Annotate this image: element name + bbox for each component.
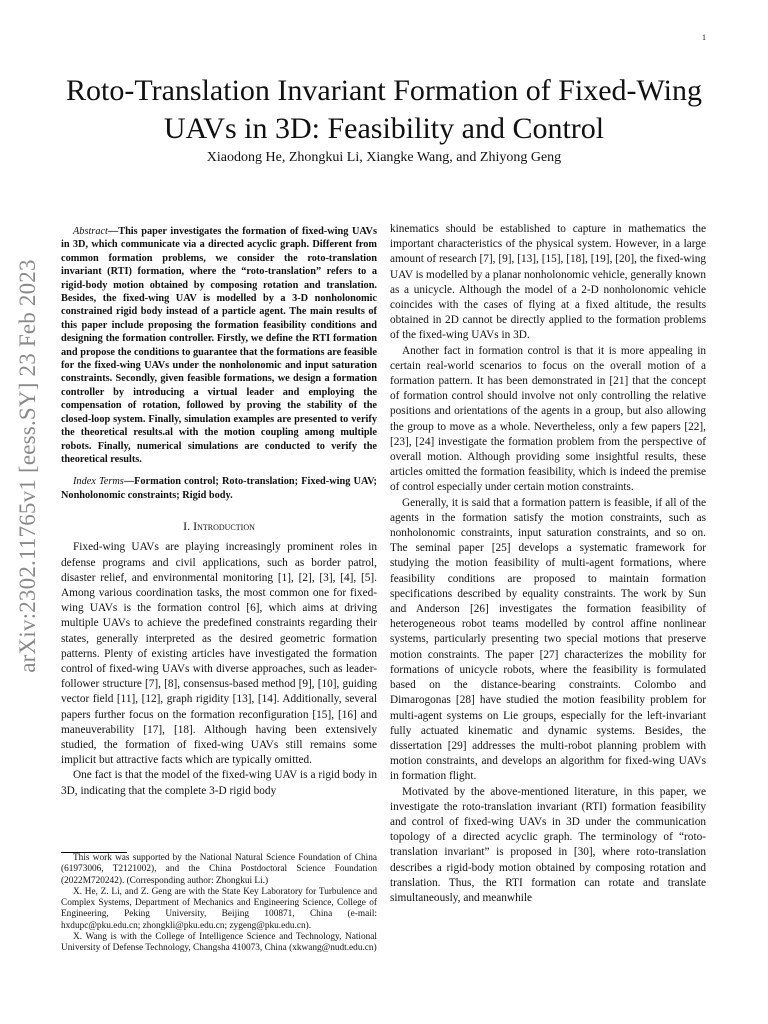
body-paragraph: kinematics should be established to capture in mathematics the important characteristics of the physical system. However, in a large amount of research [7], [9], [13], [15], [18], [19], [20], the fixed-wing UAV is modelled by a planar nonholonomic vehicle, generally known as a unicycle. Although the model of a 2-D nonholonomic vehicle coincides with the cases of flying at a fixed altitude, the results obtained in 2D cannot be directly applied to the formation problems of the fixed-wing UAVs in 3D.	[390, 223, 706, 342]
page-number: 1	[702, 33, 706, 42]
arxiv-stamp	[12, 236, 40, 696]
index-terms-text: —Formation control; Roto-translation; Fixed-wing UAV; Nonholonomic constraints; Rigid body.	[61, 476, 377, 501]
paper-title: Roto-Translation Invariant Formation of Fixed-Wing UAVs in 3D: Feasibility and Control	[66, 74, 702, 145]
body-paragraph: Another fact in formation control is that it is more appealing in certain real-world scenarios to focus on the overall motion of a formation pattern. It has been demonstrated in [21] that the concept of formation control should involve not only controlling the relative positions and orientations of the agents in a group, but also allowing the group to move as a whole. Nevertheless, only a few papers [22], [23], [24] investigate the formation problem from the perspective of overall motion. Although providing some insightful results, these articles omitted the formation feasibility, which is indeed the premise of control especially under certain motion constraints.	[390, 344, 706, 494]
left-column	[61, 225, 377, 799]
body-paragraph: Generally, it is said that a formation pattern is feasible, if all of the agents in the formation satisfy the motion constraints, such as nonholonomic constraints, input saturation constraints, and so on. The seminal paper [25] develops a systematic framework for studying the motion feasibility of multi-agent formations, where feasibility conditions are proposed to maintain formation specifications described by equality constraints. The work by Sun and Anderson [26] investigates the formation feasibility of heterogeneous robot teams modelled by control affine nonlinear systems, particularly presenting two special motions that preserve motion constraints. The paper [27] characterizes the mobility for formations of unicycle robots, where the feasibility is formulated based on the distance-bearing constraints. Colombo and Dimarogonas [28] have studied the motion feasibility problem for multi-agent systems on Lie groups, especially for the left-invariant fully actuated kinematic and dynamic systems. Besides, the dissertation [29] addresses the multi-robot planning problem with motion constraints, and develops an algorithm for fixed-wing UAVs in formation flight.	[390, 496, 706, 783]
footnote-funding: This work was supported by the National Natural Science Foundation of China (61973006, T2121002), and the China Postdoctoral Science Foundation (2022M720242). (Corresponding author: Zhongkui Li.)	[61, 853, 377, 886]
body-paragraph: Motivated by the above-mentioned literature, in this paper, we investigate the roto-translation invariant (RTI) formation feasibility and control of fixed-wing UAVs in 3D under the communication topology of a directed acyclic graph. The terminology of “roto-translation invariant” is proposed in [30], where roto-translation describes a rigid-body motion obtained by composing rotation and translation. Thus, the RTI formation can rotate and translate simultaneously, and meanwhile	[390, 785, 706, 904]
section-heading-introduction: I. Introduction	[183, 519, 255, 534]
right-column	[390, 222, 706, 906]
abstract	[61, 225, 377, 466]
arxiv-identifier[interactable]: arXiv:2302.11765v1 [eess.SY] 23 Feb 2023	[15, 259, 40, 673]
author-list: Xiaodong He, Zhongkui Li, Xiangke Wang, and Zhiyong Geng	[206, 150, 562, 165]
footnote-affiliation: X. He, Z. Li, and Z. Geng are with the State Key Laboratory for Turbulence and Complex Systems, Department of Mechanics and Engineering Science, College of Engineering, Peking University, Beijing 100871, China (e-mail: hxdupc@pku.edu.cn; zhongkli@pku.edu.cn; zygeng@pku.edu.cn).	[61, 886, 377, 931]
index-terms	[61, 475, 377, 502]
footnotes	[61, 853, 377, 955]
intro-paragraph: One fact is that the model of the fixed-wing UAV is a rigid body in 3D, indicating that the complete 3-D rigid body	[61, 769, 377, 797]
intro-paragraph: Fixed-wing UAVs are playing increasingly prominent roles in defense programs and civil applications, such as border patrol, disaster relief, and environmental monitoring [1], [2], [3], [4], [5]. Among various coordination tasks, the most common one for fixed-wing UAVs is the formation control [6], which aims at driving multiple UAVs to achieve the predefined constraints regarding their states, generally interpreted as the desired geometric formation patterns. Plenty of existing articles have investigated the formation control of fixed-wing UAVs with diverse approaches, such as leader-follower structure [7], [8], consensus-based method [9], [10], guiding vector field [11], [12], graph rigidity [13], [14]. Additionally, several papers further focus on the formation reconfiguration [15], [16] and maneuverability [17], [18]. Although having been extensively studied, the formation of fixed-wing UAVs still remains some implicit but attractive facts which are typically omitted.	[61, 541, 377, 767]
footnote-affiliation: X. Wang is with the College of Intelligence Science and Technology, National University of Defense Technology, Changsha 410073, China (xkwang@nudt.edu.cn)	[61, 932, 377, 954]
abstract-text: —This paper investigates the formation of fixed-wing UAVs in 3D, which communicate via a directed acyclic graph. Different from common formation problems, we consider the roto-translation invariant (RTI) formation, where the “roto-translation” refers to a rigid-body motion obtained by composing rotation and translation. Besides, the fixed-wing UAV is modelled by a 3-D nonholonomic constrained rigid body instead of a particle agent. The main results of this paper include proposing the formation feasibility conditions and designing the formation controller. Firstly, we define the RTI formation and propose the conditions to guarantee that the formations are feasible for the fixed-wing UAVs under the nonholonomic and input saturation constraints. Secondly, given feasible formations, we design a formation controller by introducing a virtual leader and employing the compensation of rotation, followed by proving the stability of the closed-loop system. Finally, simulation examples are presented to verify the theoretical results.al with the motion coupling among multiple robots. Finally, numerical simulations are conducted to verify the theoretical results.	[61, 226, 377, 465]
abstract-label: Abstract	[73, 226, 108, 237]
index-terms-label: Index Terms	[73, 476, 124, 488]
